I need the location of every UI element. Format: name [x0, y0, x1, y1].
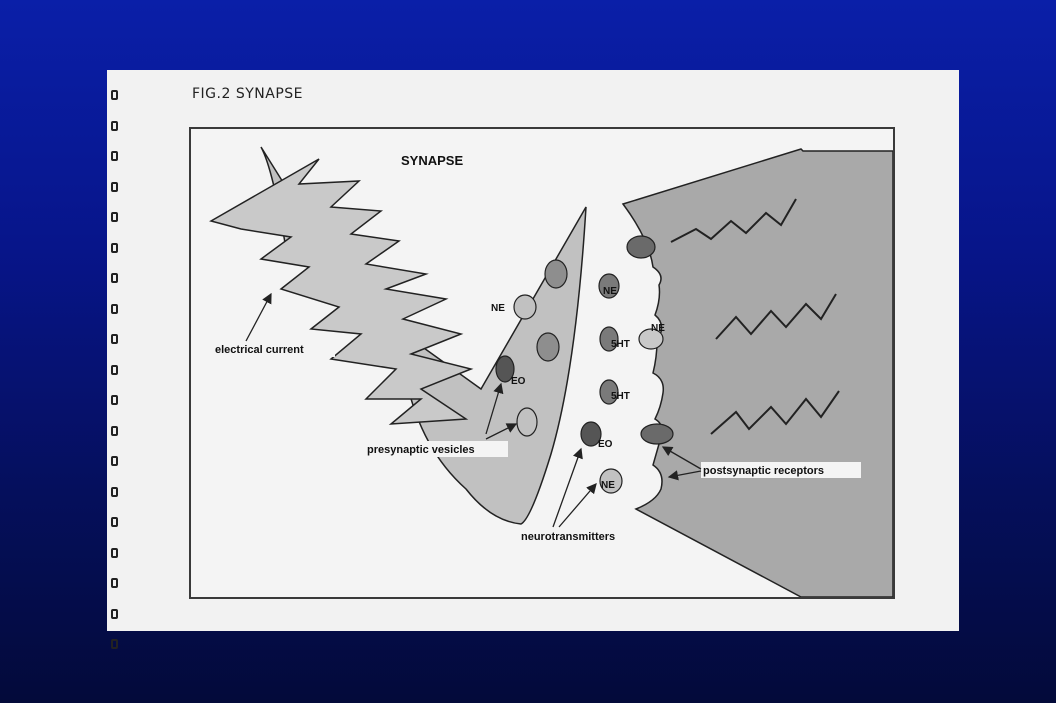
label-electrical-current: electrical current [215, 344, 304, 356]
binder-hole [111, 578, 118, 588]
postsynaptic-cell [623, 149, 893, 597]
transmitter-label-4: EO [598, 439, 613, 450]
binder-hole [111, 334, 118, 344]
diagram-frame [189, 127, 895, 599]
vesicle-label-ne: NE [491, 303, 505, 314]
vesicle-1 [545, 260, 567, 288]
vesicle-5 [517, 408, 537, 436]
binder-hole [111, 365, 118, 375]
arrow-nt-1 [553, 449, 581, 527]
transmitter-label-2: 5HT [611, 339, 630, 350]
binder-hole [111, 121, 118, 131]
vesicle-2 [514, 295, 536, 319]
binder-hole [111, 609, 118, 619]
transmitter-label-3: 5HT [611, 391, 630, 402]
label-postsynaptic-receptors: postsynaptic receptors [703, 465, 825, 477]
binder-hole [111, 273, 118, 283]
vesicle-label-eo: EO [511, 376, 526, 387]
figure-caption: FIG.2 SYNAPSE [192, 86, 304, 102]
lightning-bolt [211, 159, 471, 424]
synapse-diagram [191, 129, 893, 597]
label-presynaptic-vesicles: presynaptic vesicles [367, 444, 475, 456]
transmitter-label-1: NE [603, 286, 617, 297]
binder-hole [111, 487, 118, 497]
receptor-1 [627, 236, 655, 258]
binder-hole [111, 548, 118, 558]
binder-hole [111, 304, 118, 314]
scanned-page [107, 70, 959, 631]
arrow-nt-2 [559, 484, 596, 527]
receptor-3 [641, 424, 673, 444]
binder-hole [111, 90, 118, 100]
label-neurotransmitters: neurotransmitters [521, 531, 616, 543]
receptor-label-ne: NE [651, 323, 665, 334]
vesicle-3 [537, 333, 559, 361]
binder-hole [111, 639, 118, 649]
transmitter-label-5: NE [601, 480, 615, 491]
binder-hole [111, 212, 118, 222]
binder-hole [111, 182, 118, 192]
binder-hole [111, 395, 118, 405]
binder-hole [111, 517, 118, 527]
arrow-electrical [246, 294, 271, 341]
diagram-title: SYNAPSE [401, 153, 464, 168]
binder-hole [111, 151, 118, 161]
binder-hole [111, 426, 118, 436]
binder-hole [111, 243, 118, 253]
binder-hole [111, 456, 118, 466]
